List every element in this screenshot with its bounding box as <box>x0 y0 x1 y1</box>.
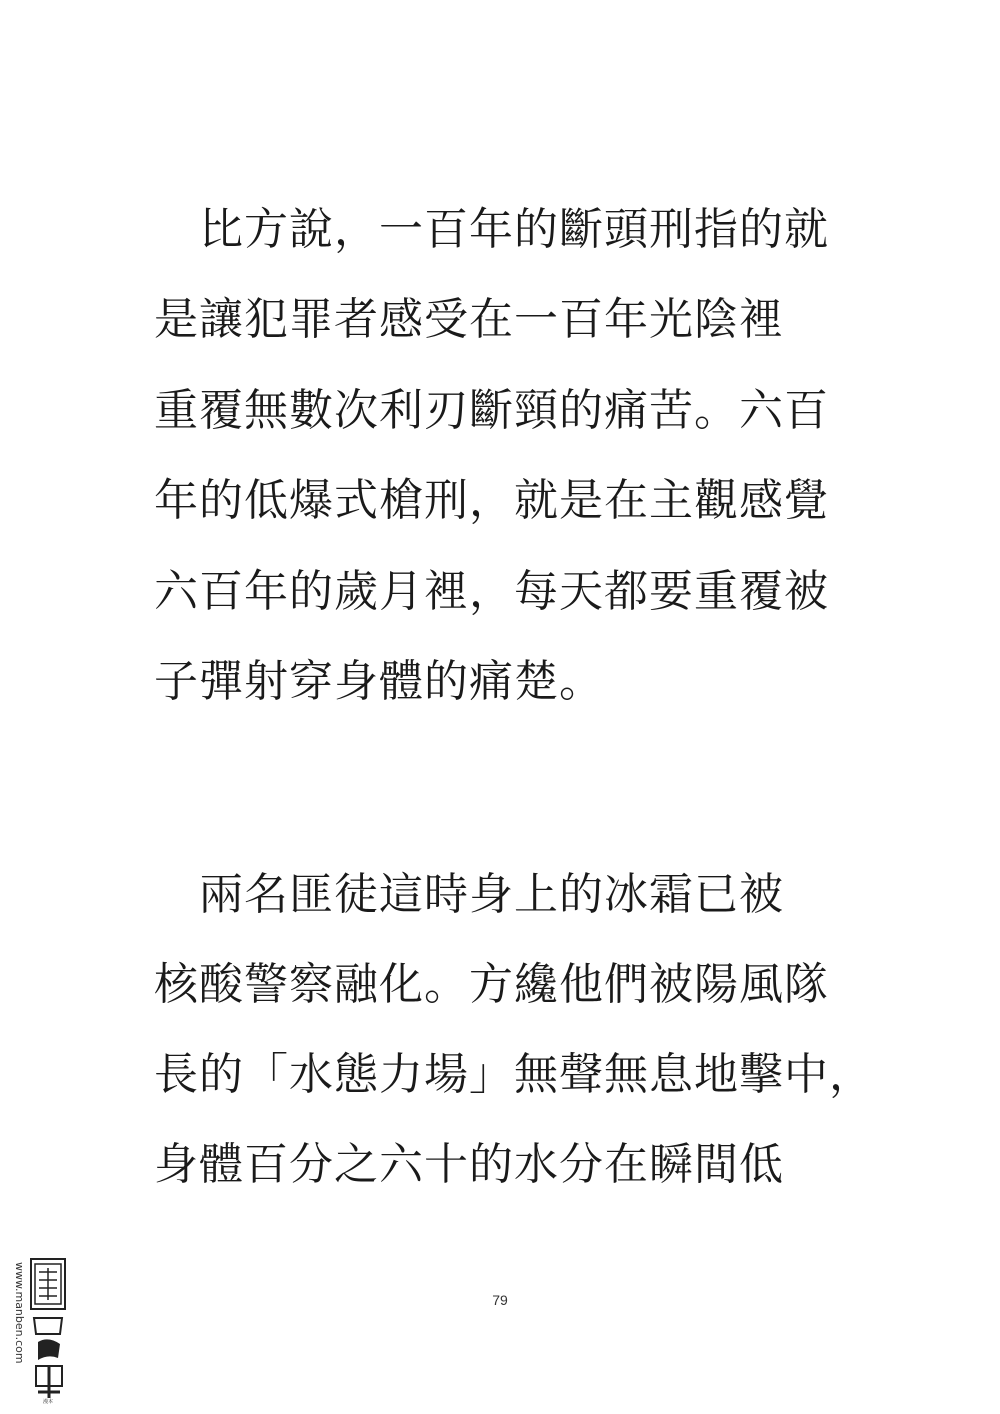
text-line: 重覆無數次利刃斷頸的痛苦。六百 <box>154 385 829 436</box>
watermark-url: www.manben.com <box>13 1262 26 1364</box>
page-number: 79 <box>492 1292 508 1308</box>
text-line: 兩名匪徒這時身上的冰霜已被 <box>154 869 784 920</box>
text-line: 子彈射穿身體的痛楚。 <box>154 656 604 707</box>
text-line: 核酸警察融化。方纔他們被陽風隊 <box>154 959 829 1010</box>
text-line: 六百年的歲月裡，每天都要重覆被 <box>154 566 829 617</box>
text-line: 比方說，一百年的斷頭刑指的就 <box>154 204 829 255</box>
text-line: 長的「水態力場」無聲無息地擊中， <box>154 1049 874 1100</box>
text-line: 身體百分之六十的水分在瞬間低 <box>154 1139 784 1190</box>
svg-text:漫本: 漫本 <box>42 1399 54 1404</box>
watermark-logo-icon <box>30 1258 66 1404</box>
text-line: 是讓犯罪者感受在一百年光陰裡 <box>154 294 784 345</box>
text-line: 年的低爆式槍刑，就是在主觀感覺 <box>154 475 829 526</box>
